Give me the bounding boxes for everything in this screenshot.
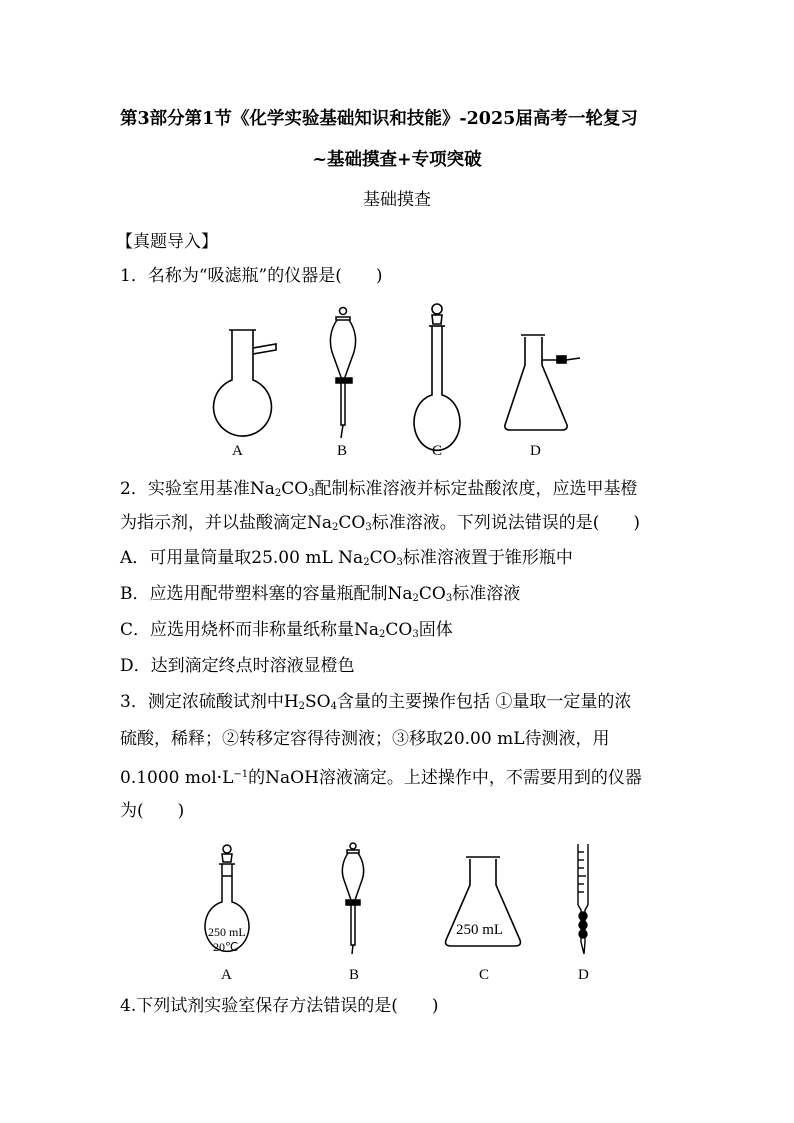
q3-label-c: C xyxy=(479,967,490,983)
question-3-line3: 0.1000 $mol\cdot L^{-1}$的NaOH溶液滴定。上述操作中，不需要用到的仪器 xyxy=(120,768,642,788)
burette-icon xyxy=(578,844,588,954)
q1-label-b: B xyxy=(337,443,348,459)
separatory-funnel-icon xyxy=(330,308,355,439)
document-title-line1: 第3部分第1节《化学实验基础知识和技能》-2025届高考一轮复习 xyxy=(120,109,638,129)
erlenmeyer-volume-label: 250 mL xyxy=(456,922,504,938)
document-title-line2: ~基础摸查+专项突破 xyxy=(312,150,482,170)
question-3-line4: 为( ) xyxy=(120,801,185,821)
q3-label-d: D xyxy=(578,967,589,983)
q1-label-c: C xyxy=(432,443,443,459)
question-1-apparatus-figure xyxy=(0,290,794,490)
question-2-option-b: B．应选用配带塑料塞的容量瓶配制$Na_2CO_3$标准溶液 xyxy=(120,584,521,604)
question-2-option-a: A．可用量筒量取25.00 mL $Na_2CO_3$标准溶液置于锥形瓶中 xyxy=(120,548,573,568)
q1-label-a: A xyxy=(232,443,243,459)
question-4-text: 4.下列试剂实验室保存方法错误的是( ) xyxy=(120,996,439,1016)
question-1-text: 1．名称为“吸滤瓶”的仪器是( ) xyxy=(120,266,383,286)
suction-flask-icon xyxy=(505,335,580,430)
question-2-option-c: C．应选用烧杯而非称量纸称量$Na_2CO_3$固体 xyxy=(120,620,453,640)
distilling-flask-icon xyxy=(214,330,277,436)
separatory-funnel-icon xyxy=(342,843,363,954)
flask-volume-label: 250 mL xyxy=(208,925,246,939)
q3-label-b: B xyxy=(349,967,360,983)
section-heading: 基础摸查 xyxy=(363,190,431,210)
subsection-heading: 【真题导入】 xyxy=(116,232,218,252)
volumetric-flask-icon xyxy=(414,304,460,450)
question-3-line2: 硫酸，稀释；②转移定容得待测液；③移取20.00 mL待测液，用 xyxy=(120,729,610,749)
question-2-line2: 为指示剂，并以盐酸滴定$Na_2CO_3$标准溶液。下列说法错误的是( ) xyxy=(120,513,640,533)
q1-label-d: D xyxy=(530,443,541,459)
question-2-option-d: D．达到滴定终点时溶液显橙色 xyxy=(120,656,355,676)
q3-label-a: A xyxy=(221,967,232,983)
question-3-apparatus-figure xyxy=(0,830,794,990)
question-3-line1: 3．测定浓硫酸试剂中$H_2SO_4$含量的主要操作包括 ①量取一定量的浓 xyxy=(120,692,632,712)
flask-temperature-label: 20℃ xyxy=(213,940,239,954)
question-2-line1: 2．实验室用基准$Na_2CO_3$配制标准溶液并标定盐酸浓度，应选甲基橙 xyxy=(120,479,638,499)
